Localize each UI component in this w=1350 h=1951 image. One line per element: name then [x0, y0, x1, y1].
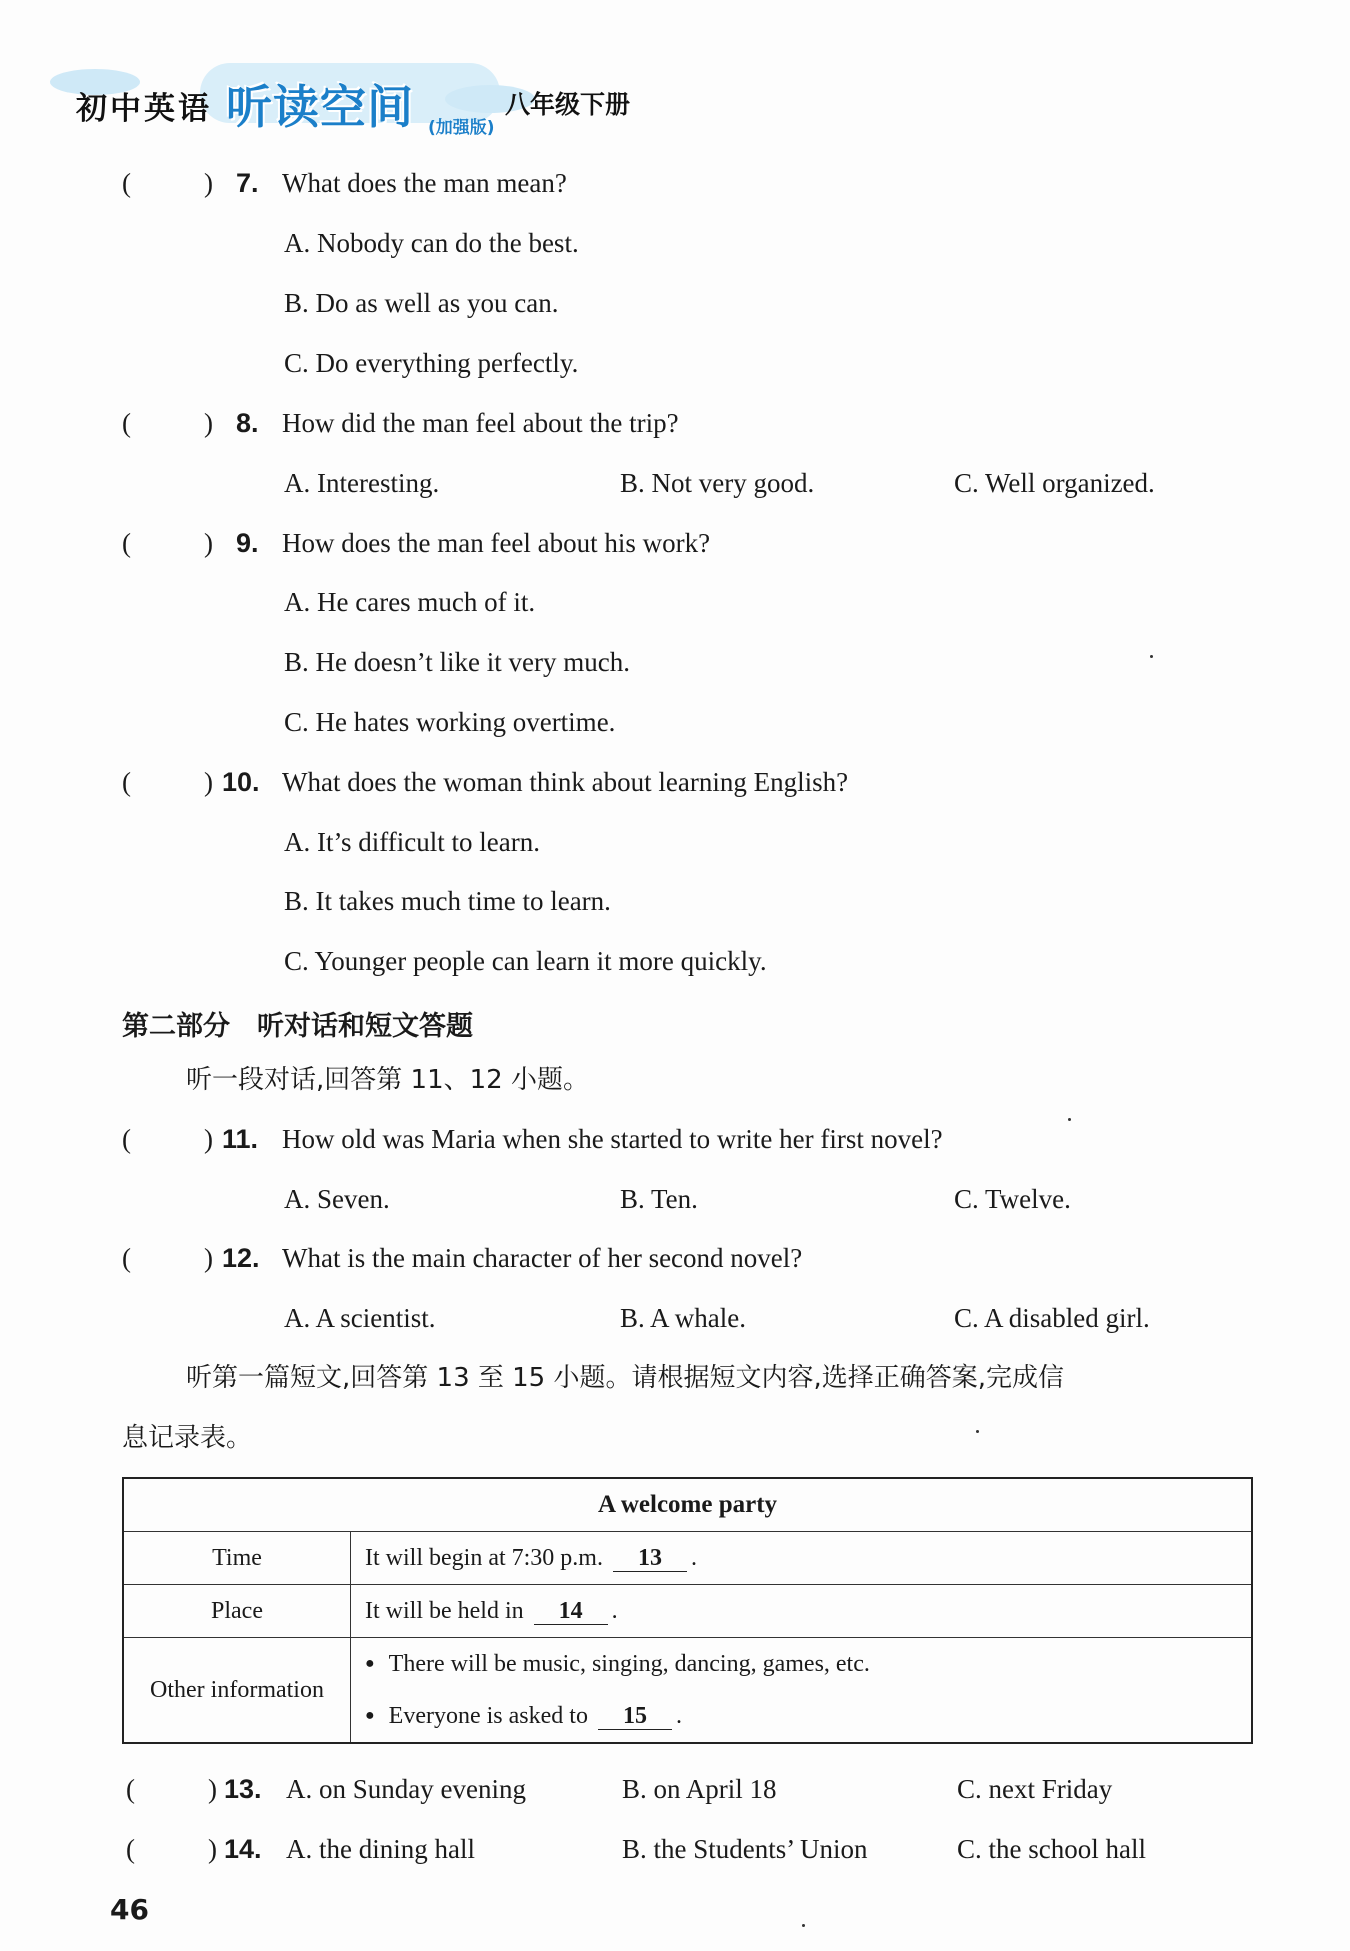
option: B. He doesn’t like it very much. [284, 647, 630, 677]
edition-label: (加强版) [428, 118, 495, 138]
answer-bracket-open[interactable]: ( [126, 1774, 135, 1804]
row-text: It will be held in [365, 1597, 524, 1624]
answer-bracket-close: ) [204, 1243, 213, 1273]
option: C. Twelve. [954, 1184, 1071, 1214]
table-title: A welcome party [123, 1478, 1252, 1532]
option: C. He hates working overtime. [284, 707, 616, 737]
option: A. Nobody can do the best. [284, 228, 579, 258]
option: C. Do everything perfectly. [284, 348, 579, 378]
row-content [351, 1585, 1253, 1638]
answer-bracket-close: ) [208, 1834, 217, 1864]
option: B. on April 18 [622, 1774, 777, 1804]
answer-bracket-close: ) [204, 168, 213, 198]
option: A. Interesting. [284, 468, 440, 498]
option: C. A disabled girl. [954, 1303, 1150, 1333]
option: A. on Sunday evening [286, 1774, 526, 1804]
option: C. Well organized. [954, 468, 1155, 498]
page-header [50, 55, 750, 138]
option: B. Do as well as you can. [284, 288, 559, 318]
grade-label: 八年级下册 [505, 90, 631, 119]
row-punct: . [690, 1544, 697, 1571]
option: A. He cares much of it. [284, 587, 536, 617]
option: B. A whale. [620, 1303, 746, 1333]
answer-bracket-close: ) [204, 408, 213, 438]
scan-speck [802, 1924, 805, 1927]
table-row [123, 1638, 1252, 1744]
bullet-icon: ● [365, 1707, 375, 1724]
question-number: 7. [236, 168, 259, 198]
scan-speck [976, 1430, 979, 1433]
option: C. Younger people can learn it more quickly. [284, 946, 767, 976]
question-text: What is the main character of her second novel? [282, 1243, 803, 1273]
info-record-table [122, 1477, 1253, 1744]
brand-logo: 听读空间 [226, 80, 414, 134]
table-row [123, 1532, 1252, 1585]
bullet-item [365, 1638, 1237, 1690]
instruction-text: 息记录表。 [122, 1423, 253, 1453]
question-text: How old was Maria when she started to write her first novel? [282, 1124, 943, 1154]
question-number: 14. [224, 1834, 262, 1864]
row-label: Place [123, 1585, 351, 1638]
answer-bracket-open[interactable]: ( [122, 528, 131, 558]
answer-bracket-open[interactable]: ( [122, 1243, 131, 1273]
bullet-text: There will be music, singing, dancing, games, etc. [388, 1651, 870, 1677]
table-row [123, 1585, 1252, 1638]
row-label: Time [123, 1532, 351, 1585]
option: C. the school hall [957, 1834, 1146, 1864]
row-punct: . [611, 1597, 618, 1624]
option: A. Seven. [284, 1184, 390, 1214]
question-number: 12. [222, 1243, 260, 1273]
page-number: 46 [110, 1893, 149, 1926]
question-number: 8. [236, 408, 259, 438]
answer-bracket-open[interactable]: ( [126, 1834, 135, 1864]
option: A. It’s difficult to learn. [284, 827, 540, 857]
question-number: 13. [224, 1774, 262, 1804]
answer-blank[interactable]: 15 [598, 1703, 672, 1730]
question-number: 9. [236, 528, 259, 558]
answer-blank[interactable]: 14 [534, 1598, 608, 1625]
answer-blank[interactable]: 13 [613, 1545, 687, 1572]
instruction-text: 听一段对话,回答第 11、12 小题。 [186, 1065, 589, 1095]
row-content [351, 1638, 1253, 1744]
row-label: Other information [123, 1638, 351, 1744]
bullet-text: Everyone is asked to [388, 1703, 588, 1729]
bullet-icon: ● [365, 1655, 375, 1672]
question-text: How does the man feel about his work? [282, 528, 711, 558]
answer-bracket-close: ) [204, 528, 213, 558]
answer-bracket-close: ) [204, 1124, 213, 1154]
option: A. A scientist. [284, 1303, 436, 1333]
option: C. next Friday [957, 1774, 1113, 1804]
series-title: 初中英语 [76, 91, 212, 127]
answer-bracket-open[interactable]: ( [122, 408, 131, 438]
option: B. Ten. [620, 1184, 698, 1214]
option: B. the Students’ Union [622, 1834, 868, 1864]
row-punct: . [675, 1703, 682, 1729]
question-text: How did the man feel about the trip? [282, 408, 679, 438]
answer-bracket-open[interactable]: ( [122, 1124, 131, 1154]
answer-bracket-close: ) [204, 767, 213, 797]
question-text: What does the man mean? [282, 168, 567, 198]
row-content [351, 1532, 1253, 1585]
answer-bracket-open[interactable]: ( [122, 767, 131, 797]
question-text: What does the woman think about learning English? [282, 767, 849, 797]
option: A. the dining hall [286, 1834, 475, 1864]
section-title: 第二部分 听对话和短文答题 [122, 1011, 473, 1042]
option: B. It takes much time to learn. [284, 886, 611, 916]
scan-speck [1068, 1118, 1071, 1121]
option: B. Not very good. [620, 468, 815, 498]
instruction-text: 听第一篇短文,回答第 13 至 15 小题。请根据短文内容,选择正确答案,完成信 [186, 1363, 1065, 1393]
answer-bracket-open[interactable]: ( [122, 168, 131, 198]
answer-bracket-close: ) [208, 1774, 217, 1804]
scan-speck [1150, 655, 1153, 658]
question-number: 10. [222, 767, 260, 797]
row-text: It will begin at 7:30 p.m. [365, 1544, 603, 1571]
question-number: 11. [222, 1124, 259, 1154]
bullet-item [365, 1690, 1237, 1742]
